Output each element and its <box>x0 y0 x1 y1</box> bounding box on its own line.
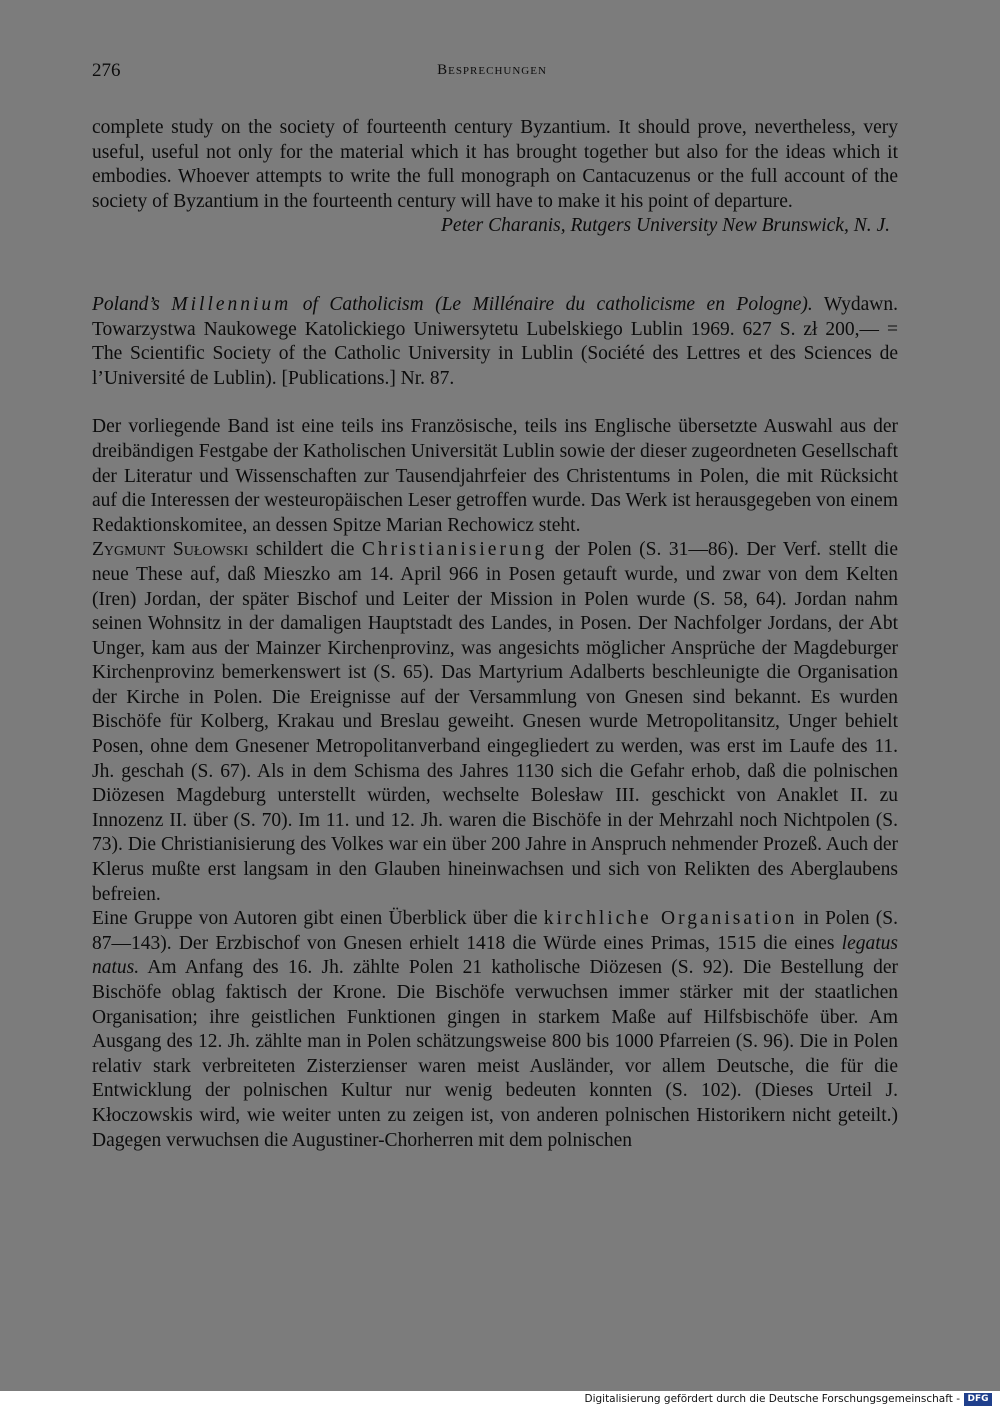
paragraph-3-text-a: Eine Gruppe von Autoren gibt einen Überblick über die <box>92 908 544 930</box>
running-head: Besprechungen <box>437 62 547 78</box>
reviewer-signature: Peter Charanis, Rutgers University New Brunswick, N. J. <box>441 215 890 237</box>
paragraph-3-text-c: Am Anfang des 16. Jh. zählte Polen 21 katholische Diözesen (S. 92). Die Bestellung der Bischöfe oblag faktisch der Krone. Die Bischöfe verwuchsen immer stärker mit der staatlichen Organisation; ihre geistlichen Funktionen gingen in starkem Maße auf Hilfsbischöfe über. Am Ausgang des 12. Jh. zählte man in Polen schätzungsweise 800 bis 1000 Pfarreien (S. 96). Die in Polen relativ stark verbreiteten Zisterzienser waren meist Ausländer, vor allem Deutsche, die für die Entwicklung der polnischen Kultur nur wenig bedeuten konnten (S. 102). (Dieses Urteil J. Kłoczowskis wird, wie weiter unten zu zeigen ist, von anderen polnischen Historikern nicht geteilt.) Dagegen verwuchsen die Augustiner-Chorherren mit dem polnischen <box>92 957 898 1151</box>
body-paragraph-1: Der vorliegende Band ist eine teils ins Französische, teils ins Englische übersetzte Auswahl aus der dreibändigen Festgabe der Katholischen Universität Lublin sowie der dieser zugeordneten Gesellschaft der Literatur und Wissenschaften zur Tausendjahrfeier des Christentums in Polen, die mit Rücksicht auf die Interessen der westeuropäischen Leser getroffen wurde. Das Werk ist herausgegeben von einem Redaktionskomitee, an dessen Spitze Marian Rechowicz steht. <box>92 416 898 536</box>
citation-title-end: of Catholicism (Le Millénaire du catholicisme en Pologne). <box>291 293 813 315</box>
term-legatus-natus: legatus natus. <box>92 932 898 979</box>
topic-christianisierung: Christianisierung <box>361 539 548 561</box>
dfg-logo-icon: DFG <box>964 1393 992 1406</box>
body-paragraph-3 <box>92 907 898 1153</box>
page-content <box>92 116 898 1153</box>
citation-title-spaced: Millennium <box>171 293 292 315</box>
citation-details: Wydawn. Towarzystwa Naukowege Katolickiego Uniwersytetu Lubelskiego Lublin 1969. 627 S. zł 200,— = The Scientific Society of the Catholic University in Lublin (Société des Lettres et des Sciences de l’Université de Lublin). [Publications.] Nr. 87. <box>92 293 898 389</box>
digitization-footer <box>0 1391 1000 1409</box>
previous-review-ending: complete study on the society of fourteenth century Byzantium. It should prove, nevertheless, very useful, useful not only for the material which it has brought together but also for the ideas which it embodies. Whoever attempts to write the full monograph on Cantacuzenus or the full account of the society of Byzantium in the fourteenth century will have to make it his point of departure. <box>92 117 898 212</box>
topic-kirchliche-organisation: kirchliche Organisation <box>543 908 798 930</box>
citation-title-start: Poland’s <box>92 293 172 315</box>
author-name: Zygmunt Sułowski <box>92 539 249 561</box>
body-paragraph-2 <box>92 538 898 907</box>
page-number: 276 <box>92 60 121 81</box>
paragraph-2-text-a: schildert die <box>248 539 362 561</box>
paragraph-2-text-b: der Polen (S. 31—86). Der Verf. stellt die neue These auf, daß Mieszko am 14. April 966 in Posen getauft wurde, und zwar von dem Kelten (Iren) Jordan, der später Bischof und Leiter der Mission in Polen wurde (S. 58, 64). Jordan nahm seinen Wohnsitz in der damaligen Hauptstadt des Landes, in Posen. Der Nachfolger Jordans, der Abt Unger, kam aus der Mainzer Kirchenprovinz, was angesichts möglicher Ansprüche der Magdeburger Kirchenprovinz bemerkenswert ist (S. 65). Das Martyrium Adalberts beschleunigte die Organisation der Kirche in Polen. Die Ereignisse auf der Versammlung von Gnesen sind bekannt. Es wurden Bischöfe für Kolberg, Krakau und Breslau geweiht. Gnesen wurde Metropolitansitz, Unger behielt Posen, ohne dem Gnesener Metropolitanverband eingegliedert zu werden, was erst im Laufe des 11. Jh. geschah (S. 67). Als in dem Schisma des Jahres 1130 sich die Gefahr erhob, daß die polnischen Diözesen Magdeburg unterstellt würden, wechselte Bolesław III. geschickt von Anaklet II. zu Innozenz II. über (S. 70). Im 11. und 12. Jh. waren die Bischöfe in der Mehrzahl noch Nichtpolen (S. 73). Die Christianisierung des Volkes war ein über 200 Jahre in Anspruch nehmender Prozeß. Auch der Klerus mußte erst langsam in den Glauben hineinwachsen und sich von Relikten des Aberglaubens befreien. <box>92 539 899 905</box>
page-header <box>92 60 892 86</box>
book-citation <box>92 293 898 391</box>
paragraph-3-text-b: in Polen (S. 87—143). Der Erzbischof von Gnesen erhielt 1418 die Würde eines Primas, 1515 die eines <box>92 908 898 954</box>
funding-credit: Digitalisierung gefördert durch die Deutsche Forschungsgemeinschaft - <box>584 1393 960 1405</box>
